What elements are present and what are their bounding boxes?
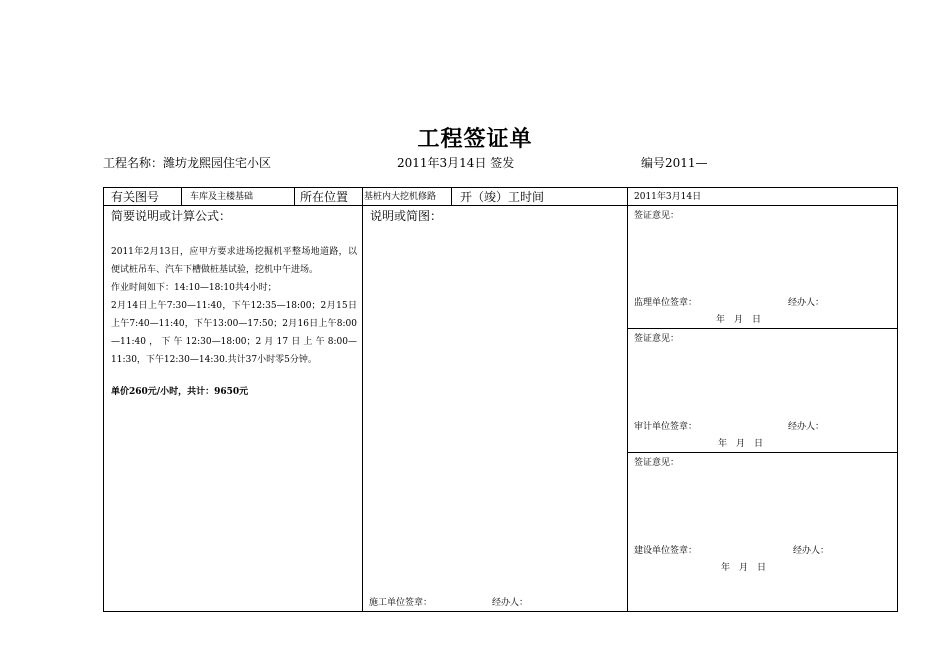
document-title: 工程签证单: [417, 126, 533, 152]
visa-table: [103, 187, 898, 612]
right-block-divider: [627, 452, 897, 453]
drawing-number-value: 车库及主楼基础: [190, 192, 254, 202]
audit-opinion-label: 签证意见：: [634, 334, 680, 344]
issue-date: 2011年3月14日 签发: [397, 156, 515, 170]
project-name: 工程名称：潍坊龙熙园住宅小区: [103, 156, 272, 170]
supervision-opinion-label: 签证意见：: [634, 211, 680, 221]
supervision-handler-label: 经办人：: [788, 298, 825, 308]
calc-paragraph: 2011年2月13日，应甲方要求进场挖掘机平整场地道路，以便试桩吊车、汽车下槽做桩基试验，挖机中午进场。: [111, 247, 357, 275]
calc-summary: 单价260元/小时，共计：9650元: [111, 387, 249, 397]
document-number: 编号2011—: [641, 156, 708, 170]
audit-date-label: 年 月 日: [718, 439, 764, 449]
supervision-date-label: 年 月 日: [716, 315, 762, 325]
right-block-divider: [627, 328, 897, 329]
supervision-seal-label: 监理单位签章：: [634, 298, 698, 308]
row1-divider: [181, 188, 182, 205]
audit-seal-label: 审计单位签章：: [634, 422, 698, 432]
work-time-value: 2011年3月14日: [634, 192, 702, 202]
owner-seal-label: 建设单位签章：: [634, 546, 698, 556]
calc-paragraph: 2月14日上午7:30—11:40，下午12:35—18:00；2月15日上午7:40—11:40，下午13:00—17:50；2月16日上午8:00—11:40，下午12:30—18:00；2月17日上午8:00—11:30，下午12:30—14:30.共计37小时零5分钟。: [111, 301, 357, 365]
column-divider-left: [362, 188, 363, 612]
calc-paragraph: 作业时间如下：14:10—18:10共4小时；: [111, 283, 277, 293]
calc-description: [111, 243, 357, 401]
owner-date-label: 年 月 日: [721, 563, 767, 573]
owner-handler-label: 经办人：: [793, 546, 830, 556]
header-row-divider: [104, 205, 897, 206]
contractor-handler-label: 经办人：: [492, 598, 529, 608]
row1-divider: [294, 188, 295, 205]
row1-divider: [451, 188, 452, 205]
sketch-heading: 说明或简图：: [370, 209, 443, 223]
audit-handler-label: 经办人：: [788, 422, 825, 432]
contractor-seal-label: 施工单位签章：: [369, 598, 433, 608]
work-time-label: 开（竣）工时间: [460, 190, 545, 204]
owner-opinion-label: 签证意见：: [634, 458, 680, 468]
location-value: 基桩内大挖机修路: [364, 192, 437, 202]
column-divider-right: [627, 188, 628, 612]
drawing-number-label: 有关图号: [111, 190, 160, 204]
calc-heading: 简要说明或计算公式：: [111, 209, 232, 223]
location-label: 所在位置: [300, 190, 349, 204]
